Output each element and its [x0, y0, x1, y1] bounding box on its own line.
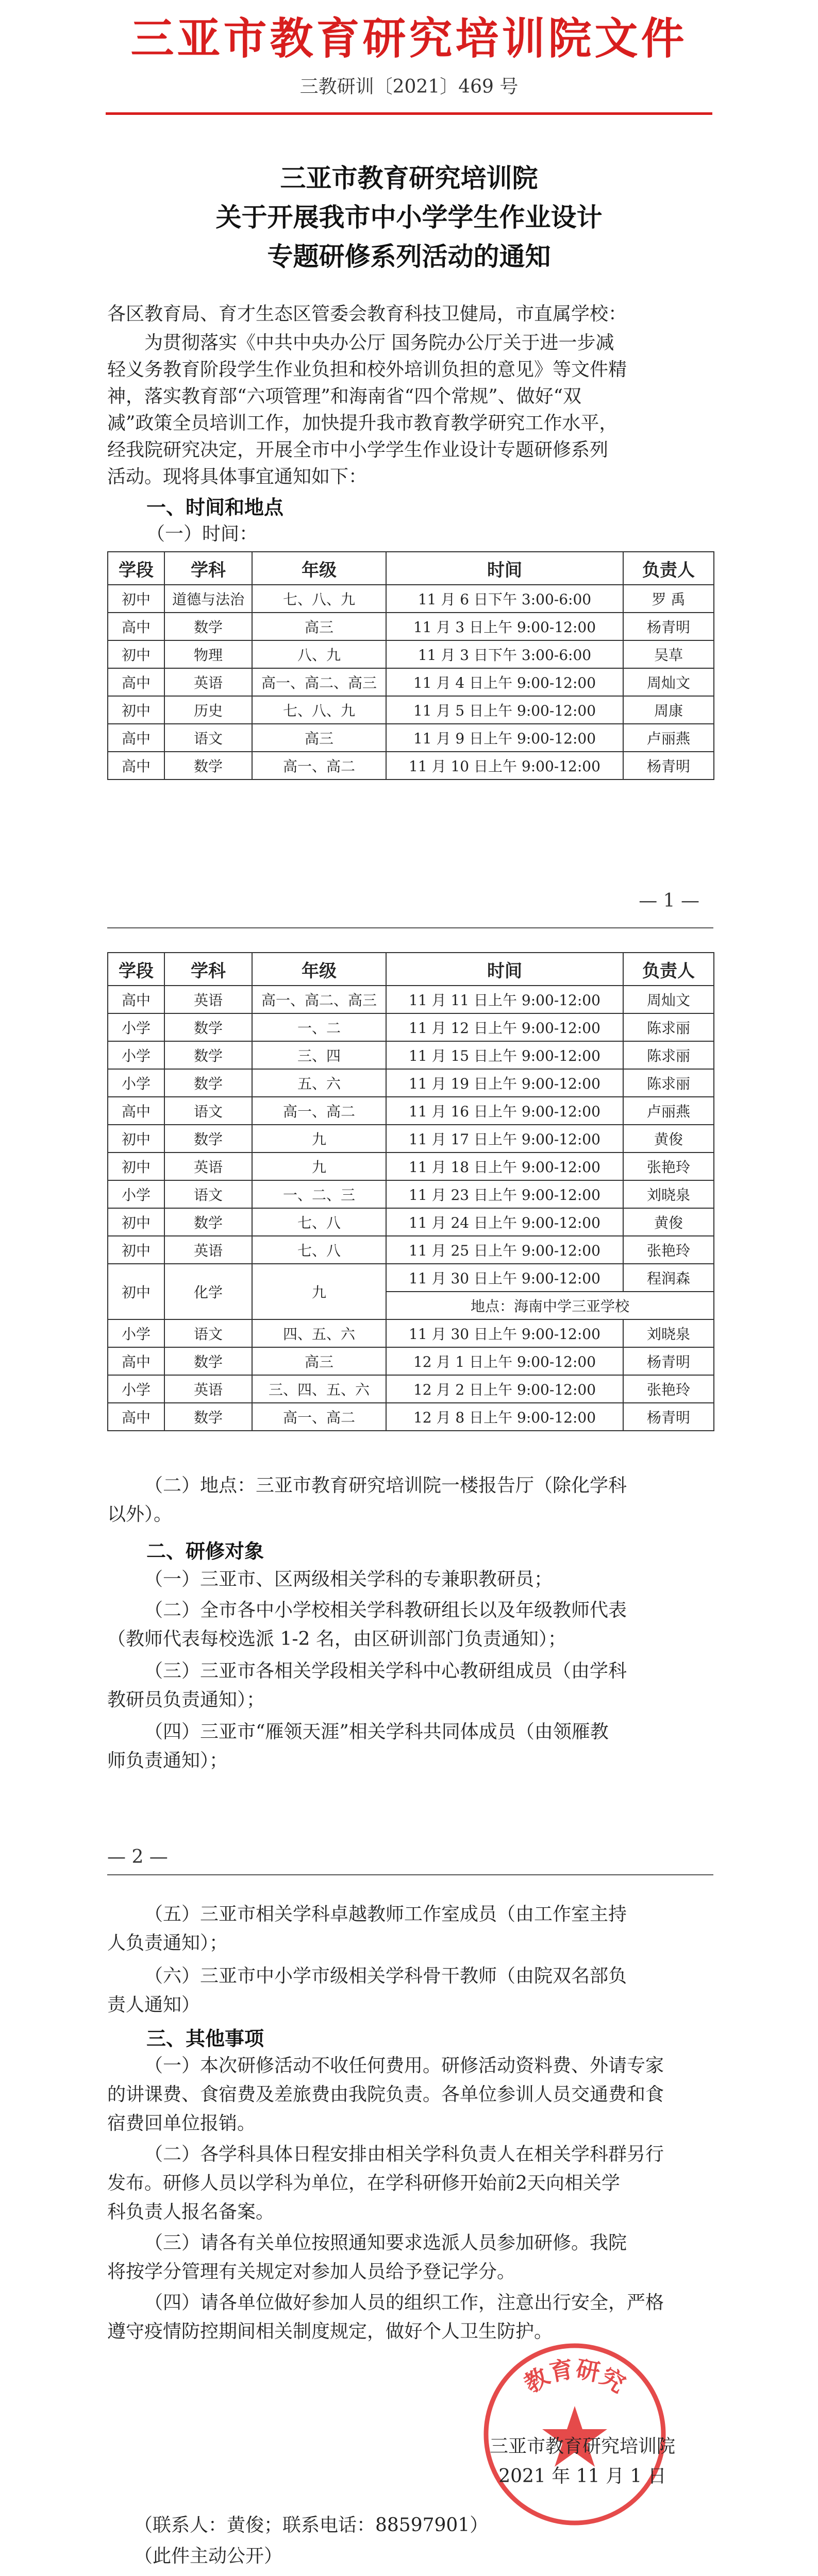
table-row — [108, 1375, 714, 1403]
other-item: （三）请各有关单位按照通知要求选派人员参加研修。我院 — [144, 2232, 627, 2253]
table-cell: 数学 — [164, 1069, 252, 1097]
column-header: 时间 — [386, 552, 623, 585]
table-cell: 11 月 10 日上午 9:00-12:00 — [386, 752, 623, 779]
table-row — [108, 1264, 714, 1292]
table-cell: 初中 — [108, 640, 164, 668]
table-row — [108, 752, 714, 779]
table-cell: 化学 — [164, 1264, 252, 1319]
table-row — [108, 724, 714, 752]
table-cell: 初中 — [108, 1153, 164, 1180]
intro-line: 减”政策全员培训工作，加快提升我市教育教学研究工作水平， — [107, 413, 618, 434]
table2-body-a — [108, 986, 714, 1264]
intro-line: 神，落实教育部“六项管理”和海南省“四个常规”、做好“双 — [107, 386, 582, 407]
table-row — [108, 1347, 714, 1375]
recipients-line: 各区教育局、育才生态区管委会教育科技卫健局，市直属学校： — [107, 303, 627, 325]
table-cell: 小学 — [108, 1375, 164, 1403]
target-item: 教研员负责通知）； — [107, 1689, 265, 1710]
table-cell: 11 月 23 日上午 9:00-12:00 — [386, 1180, 623, 1208]
contact-line: （联系人：黄俊；联系电话：88597901） — [134, 2515, 489, 2536]
page-divider — [107, 927, 713, 928]
table-cell: 英语 — [164, 1375, 252, 1403]
table-cell: 高中 — [108, 668, 164, 696]
table-cell: 杨青明 — [623, 613, 714, 640]
table-cell: 初中 — [108, 1208, 164, 1236]
table-cell: 高中 — [108, 986, 164, 1013]
table-cell: 数学 — [164, 613, 252, 640]
table-cell: 罗 禹 — [623, 585, 714, 613]
table-cell: 11 月 3 日下午 3:00-6:00 — [386, 640, 623, 668]
table-cell: 11 月 3 日上午 9:00-12:00 — [386, 613, 623, 640]
column-header: 负责人 — [623, 552, 714, 585]
table-row — [108, 1041, 714, 1069]
table-cell: 11 月 19 日上午 9:00-12:00 — [386, 1069, 623, 1097]
schedule-table-2 — [107, 952, 714, 1431]
table-cell: 杨青明 — [623, 1347, 714, 1375]
table-cell: 九 — [252, 1125, 386, 1153]
target-item: （三）三亚市各相关学段相关学科中心教研组成员（由学科 — [144, 1660, 627, 1682]
table-cell: 陈求丽 — [623, 1041, 714, 1069]
table-row — [108, 1069, 714, 1097]
table-cell: 高中 — [108, 1097, 164, 1125]
table-cell: 11 月 25 日上午 9:00-12:00 — [386, 1236, 623, 1264]
table-row — [108, 1013, 714, 1041]
table-row — [108, 696, 714, 724]
column-header: 学段 — [108, 953, 164, 986]
target-item: 师负责通知）； — [107, 1750, 228, 1771]
table-row — [108, 585, 714, 613]
table-cell: 刘晓泉 — [623, 1180, 714, 1208]
table-cell: 语文 — [164, 1319, 252, 1347]
public-notice: （此件主动公开） — [134, 2546, 283, 2567]
page-number-2: — 2 — — [107, 1846, 168, 1868]
table-cell: 七、八 — [252, 1208, 386, 1236]
column-header: 时间 — [386, 953, 623, 986]
table-cell: 11 月 9 日上午 9:00-12:00 — [386, 724, 623, 752]
table-cell: 张艳玲 — [623, 1236, 714, 1264]
table-cell: 高一、高二、高三 — [252, 668, 386, 696]
table2-chem — [108, 1264, 714, 1319]
table-cell: 周康 — [623, 696, 714, 724]
table-cell: 11 月 11 日上午 9:00-12:00 — [386, 986, 623, 1013]
other-item: （二）各学科具体日程安排由相关学科负责人在相关学科群另行 — [144, 2144, 664, 2165]
table-cell: 一、二 — [252, 1013, 386, 1041]
table-cell: 小学 — [108, 1319, 164, 1347]
subsection-place-line: （二）地点：三亚市教育研究培训院一楼报告厅（除化学科 — [144, 1475, 627, 1496]
table-cell: 12 月 1 日上午 9:00-12:00 — [386, 1347, 623, 1375]
table-row — [108, 1180, 714, 1208]
table-cell: 张艳玲 — [623, 1375, 714, 1403]
column-header: 负责人 — [623, 953, 714, 986]
table-cell: 吴草 — [623, 640, 714, 668]
target-item: （一）三亚市、区两级相关学科的专兼职教研员； — [144, 1569, 553, 1590]
table-cell: 英语 — [164, 1236, 252, 1264]
table-row — [108, 1125, 714, 1153]
table-cell: 五、六 — [252, 1069, 386, 1097]
table-cell: 一、二、三 — [252, 1180, 386, 1208]
table-cell: 11 月 5 日上午 9:00-12:00 — [386, 696, 623, 724]
table1-body — [108, 585, 714, 779]
table-cell: 杨青明 — [623, 752, 714, 779]
table-cell: 杨青明 — [623, 1403, 714, 1431]
notice-title-line-2: 关于开展我市中小学学生作业设计 — [215, 202, 603, 232]
table-cell: 道德与法治 — [164, 585, 252, 613]
table-cell: 九 — [252, 1153, 386, 1180]
svg-text:教育研究 — [519, 2355, 630, 2398]
section-heading-other: 三、其他事项 — [146, 2027, 264, 2050]
other-item: 发布。研修人员以学科为单位，在学科研修开始前2天向相关学 — [107, 2173, 620, 2194]
section-heading-targets: 二、研修对象 — [146, 1540, 264, 1563]
table-cell: 历史 — [164, 696, 252, 724]
table-cell: 数学 — [164, 1403, 252, 1431]
table-cell: 七、八、九 — [252, 585, 386, 613]
table-cell: 七、八 — [252, 1236, 386, 1264]
table-cell: 高中 — [108, 1403, 164, 1431]
column-header: 年级 — [252, 953, 386, 986]
table-cell: 高中 — [108, 752, 164, 779]
table-cell: 初中 — [108, 585, 164, 613]
page-number-1: — 1 — — [639, 890, 699, 911]
table-cell: 高三 — [252, 1347, 386, 1375]
table-row — [108, 1208, 714, 1236]
table-cell: 初中 — [108, 1236, 164, 1264]
table-cell: 11 月 12 日上午 9:00-12:00 — [386, 1013, 623, 1041]
table-cell: 数学 — [164, 1208, 252, 1236]
table-cell: 11 月 17 日上午 9:00-12:00 — [386, 1125, 623, 1153]
document-number: 三教研训〔2021〕469 号 — [299, 76, 519, 97]
table-cell: 12 月 2 日上午 9:00-12:00 — [386, 1375, 623, 1403]
schedule-table-1 — [107, 551, 714, 780]
notice-title-line-1: 三亚市教育研究培训院 — [280, 163, 538, 193]
table-cell: 数学 — [164, 752, 252, 779]
table-cell: 英语 — [164, 986, 252, 1013]
table-cell: 11 月 18 日上午 9:00-12:00 — [386, 1153, 623, 1180]
table-cell: 语文 — [164, 1097, 252, 1125]
table-cell: 黄俊 — [623, 1208, 714, 1236]
other-item: 将按学分管理有关规定对参加人员给予登记学分。 — [107, 2261, 516, 2282]
table-header-row — [108, 552, 714, 585]
table-cell: 数学 — [164, 1347, 252, 1375]
table-cell: 英语 — [164, 668, 252, 696]
table-cell: 小学 — [108, 1180, 164, 1208]
seal-text: 教育研究 — [519, 2354, 630, 2398]
table-header-row — [108, 953, 714, 986]
table-cell: 黄俊 — [623, 1125, 714, 1153]
table-cell-location: 地点：海南中学三亚学校 — [386, 1292, 714, 1319]
table-cell: 八、九 — [252, 640, 386, 668]
table-cell: 高中 — [108, 613, 164, 640]
target-item: （二）全市各中小学校相关学科教研组长以及年级教师代表 — [144, 1600, 627, 1621]
table-cell: 高中 — [108, 1347, 164, 1375]
notice-title-line-3: 专题研修系列活动的通知 — [267, 242, 551, 272]
table-cell: 初中 — [108, 1125, 164, 1153]
table-cell: 高三 — [252, 613, 386, 640]
table-cell: 卢丽燕 — [623, 724, 714, 752]
table-cell: 数学 — [164, 1013, 252, 1041]
table-cell: 陈求丽 — [623, 1013, 714, 1041]
table-cell: 数学 — [164, 1041, 252, 1069]
other-item: 科负责人报名备案。 — [107, 2201, 275, 2223]
table-cell: 11 月 6 日下午 3:00-6:00 — [386, 585, 623, 613]
table-cell: 数学 — [164, 1125, 252, 1153]
signature-org: 三亚市教育研究培训院 — [489, 2436, 675, 2457]
table-cell: 英语 — [164, 1153, 252, 1180]
header-red-rule — [106, 112, 712, 115]
table-cell: 三、四 — [252, 1041, 386, 1069]
signature-date: 2021 年 11 月 1 日 — [498, 2466, 666, 2487]
table-row — [108, 1097, 714, 1125]
table-cell: 三、四、五、六 — [252, 1375, 386, 1403]
table-cell: 11 月 16 日上午 9:00-12:00 — [386, 1097, 623, 1125]
other-item: （一）本次研修活动不收任何费用。研修活动资料费、外请专家 — [144, 2055, 664, 2076]
section-heading-time-place: 一、时间和地点 — [146, 496, 284, 519]
table-cell: 小学 — [108, 1013, 164, 1041]
table-cell: 程润森 — [623, 1264, 714, 1292]
subsection-place-line: 以外）。 — [107, 1504, 173, 1525]
table-cell: 高一、高二 — [252, 1403, 386, 1431]
table-cell: 初中 — [108, 1264, 164, 1319]
intro-line: 为贯彻落实《中共中央办公厅 国务院办公厅关于进一步减 — [144, 332, 614, 353]
table-row — [108, 1319, 714, 1347]
target-item: （教师代表每校选派 1-2 名，由区研训部门负责通知）； — [107, 1629, 566, 1650]
table-cell: 11 月 30 日上午 9:00-12:00 — [386, 1319, 623, 1347]
target-item: 责人通知） — [107, 1994, 201, 2015]
table-cell: 高一、高二 — [252, 752, 386, 779]
table-cell: 七、八、九 — [252, 696, 386, 724]
target-item: （五）三亚市相关学科卓越教师工作室成员（由工作室主持 — [144, 1904, 627, 1925]
other-item: 的讲课费、食宿费及差旅费由我院负责。各单位参训人员交通费和食 — [107, 2084, 664, 2105]
other-item: （四）请各单位做好参加人员的组织工作，注意出行安全，严格 — [144, 2292, 664, 2313]
table-cell: 语文 — [164, 1180, 252, 1208]
table-cell: 卢丽燕 — [623, 1097, 714, 1125]
target-item: （六）三亚市中小学市级相关学科骨干教师（由院双名部负 — [144, 1965, 627, 1987]
table-cell: 周灿文 — [623, 668, 714, 696]
table-cell: 高中 — [108, 724, 164, 752]
table-cell: 高三 — [252, 724, 386, 752]
table-cell: 刘晓泉 — [623, 1319, 714, 1347]
target-item: （四）三亚市“雁领天涯”相关学科共同体成员（由领雁教 — [144, 1721, 609, 1742]
intro-line: 经我院研究决定，开展全市中小学学生作业设计专题研修系列 — [107, 439, 609, 461]
table-cell: 12 月 8 日上午 9:00-12:00 — [386, 1403, 623, 1431]
page-divider — [107, 1874, 713, 1875]
table-cell: 11 月 4 日上午 9:00-12:00 — [386, 668, 623, 696]
table-cell: 11 月 15 日上午 9:00-12:00 — [386, 1041, 623, 1069]
table-cell: 陈求丽 — [623, 1069, 714, 1097]
table-row — [108, 1236, 714, 1264]
table-cell: 初中 — [108, 696, 164, 724]
table-row — [108, 668, 714, 696]
target-item: 人负责通知）； — [107, 1933, 228, 1954]
table-cell: 张艳玲 — [623, 1153, 714, 1180]
table-cell: 小学 — [108, 1041, 164, 1069]
column-header: 学段 — [108, 552, 164, 585]
table-cell: 高一、高二 — [252, 1097, 386, 1125]
table2-body-b — [108, 1319, 714, 1431]
table-cell: 物理 — [164, 640, 252, 668]
document-header-title: 三亚市教育研究培训院文件 — [130, 13, 688, 64]
column-header: 学科 — [164, 552, 252, 585]
table-cell: 高一、高二、高三 — [252, 986, 386, 1013]
intro-line: 活动。现将具体事宜通知如下： — [107, 466, 368, 487]
column-header: 年级 — [252, 552, 386, 585]
table-row — [108, 613, 714, 640]
table-row — [108, 1153, 714, 1180]
other-item: 遵守疫情防控期间相关制度规定，做好个人卫生防护。 — [107, 2321, 553, 2342]
table-cell: 语文 — [164, 724, 252, 752]
table-cell: 九 — [252, 1264, 386, 1319]
table-row — [108, 640, 714, 668]
table-cell: 小学 — [108, 1069, 164, 1097]
subsection-time: （一）时间： — [146, 523, 258, 545]
table-row — [108, 986, 714, 1013]
other-item: 宿费回单位报销。 — [107, 2113, 256, 2134]
table-row — [108, 1403, 714, 1431]
column-header: 学科 — [164, 953, 252, 986]
table-cell: 11 月 24 日上午 9:00-12:00 — [386, 1208, 623, 1236]
table-cell: 11 月 30 日上午 9:00-12:00 — [386, 1264, 623, 1292]
table-cell: 四、五、六 — [252, 1319, 386, 1347]
table-cell: 周灿文 — [623, 986, 714, 1013]
intro-line: 轻义务教育阶段学生作业负担和校外培训负担的意见》等文件精 — [107, 359, 627, 380]
